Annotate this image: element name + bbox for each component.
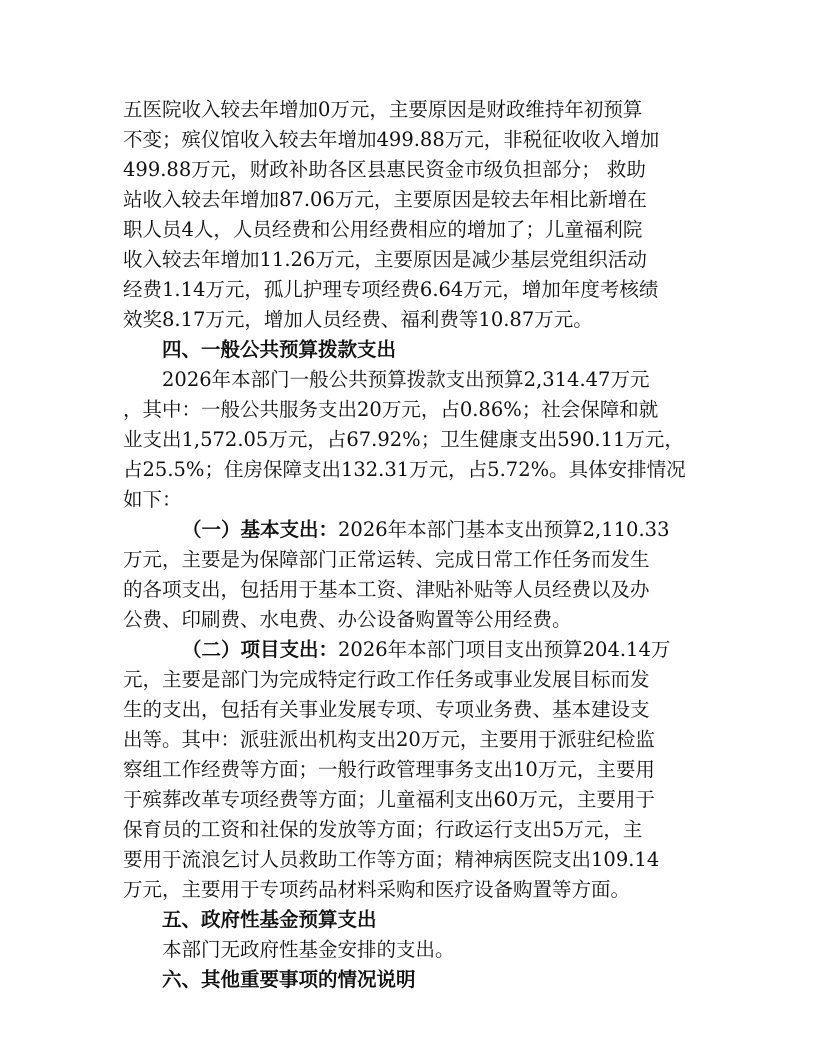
basic-expenditure-text: 2026年本部门基本支出预算2,110.33 bbox=[338, 518, 670, 541]
body-line: 收入较去年增加11.26万元，主要原因是减少基层党组织活动 bbox=[123, 248, 647, 271]
section4-line: 占25.5%；住房保障支出132.31万元，占5.72%。具体安排情况 bbox=[123, 458, 686, 481]
basic-expenditure-label: （一）基本支出： bbox=[182, 518, 339, 541]
project-expenditure-first-line bbox=[182, 635, 703, 665]
body-line: 职人员4人，人员经费和公用经费相应的增加了；儿童福利院 bbox=[123, 218, 643, 241]
body-line: 不变；殡仪馆收入较去年增加499.88万元，非税征收收入增加 bbox=[123, 128, 660, 151]
body-line: 经费1.14万元，孤儿护理专项经费6.64万元，增加年度考核绩 bbox=[123, 278, 659, 301]
body-line: 站收入较去年增加87.06万元，主要原因是较去年相比新增在 bbox=[123, 188, 647, 211]
basic-expenditure-line: 公费、印刷费、水电费、办公设备购置等公用经费。 bbox=[123, 608, 572, 631]
project-expenditure-line: 万元，主要用于专项药品材料采购和医疗设备购置等方面。 bbox=[123, 878, 631, 901]
section-heading-6: 六、其他重要事项的情况说明 bbox=[162, 968, 416, 991]
basic-expenditure-first-line bbox=[182, 515, 703, 545]
project-expenditure-line: 出等。其中：派驻派出机构支出20万元，主要用于派驻纪检监 bbox=[123, 728, 655, 751]
body-line: 五医院收入较去年增加0万元，主要原因是财政维持年初预算 bbox=[123, 98, 643, 121]
section4-line: 2026年本部门一般公共预算拨款支出预算2,314.47万元 bbox=[162, 368, 650, 391]
basic-expenditure-line: 万元，主要是为保障部门正常运转、完成日常工作任务而发生 bbox=[123, 548, 650, 571]
section5-line: 本部门无政府性基金安排的支出。 bbox=[162, 938, 455, 961]
project-expenditure-label: （二）项目支出： bbox=[182, 638, 339, 661]
body-line: 效奖8.17万元，增加人员经费、福利费等10.87万元。 bbox=[123, 308, 593, 331]
project-expenditure-line: 要用于流浪乞讨人员救助工作等方面；精神病医院支出109.14 bbox=[123, 848, 660, 871]
project-expenditure-line: 察组工作经费等方面；一般行政管理事务支出10万元，主要用 bbox=[123, 758, 655, 781]
project-expenditure-line: 生的支出，包括有关事业发展专项、专项业务费、基本建设支 bbox=[123, 698, 650, 721]
project-expenditure-line: 保育员的工资和社保的发放等方面；行政运行支出5万元，主 bbox=[123, 818, 643, 841]
basic-expenditure-line: 的各项支出，包括用于基本工资、津贴补贴等人员经费以及办 bbox=[123, 578, 650, 601]
section-heading-4: 四、一般公共预算拨款支出 bbox=[162, 338, 397, 361]
body-line: 499.88万元，财政补助各区县惠民资金市级负担部分； 救助 bbox=[123, 158, 646, 181]
project-expenditure-line: 于殡葬改革专项经费等方面；儿童福利支出60万元，主要用于 bbox=[123, 788, 655, 811]
section-heading-5: 五、政府性基金预算支出 bbox=[162, 908, 377, 931]
section4-line: ，其中：一般公共服务支出20万元，占0.86%；社会保障和就 bbox=[123, 398, 659, 421]
project-expenditure-text: 2026年本部门项目支出预算204.14万 bbox=[338, 638, 671, 661]
project-expenditure-line: 元，主要是部门为完成特定行政工作任务或事业发展目标而发 bbox=[123, 668, 650, 691]
section4-line: 如下： bbox=[123, 488, 182, 511]
section4-line: 业支出1,572.05万元，占67.92%；卫生健康支出590.11万元， bbox=[123, 428, 684, 451]
